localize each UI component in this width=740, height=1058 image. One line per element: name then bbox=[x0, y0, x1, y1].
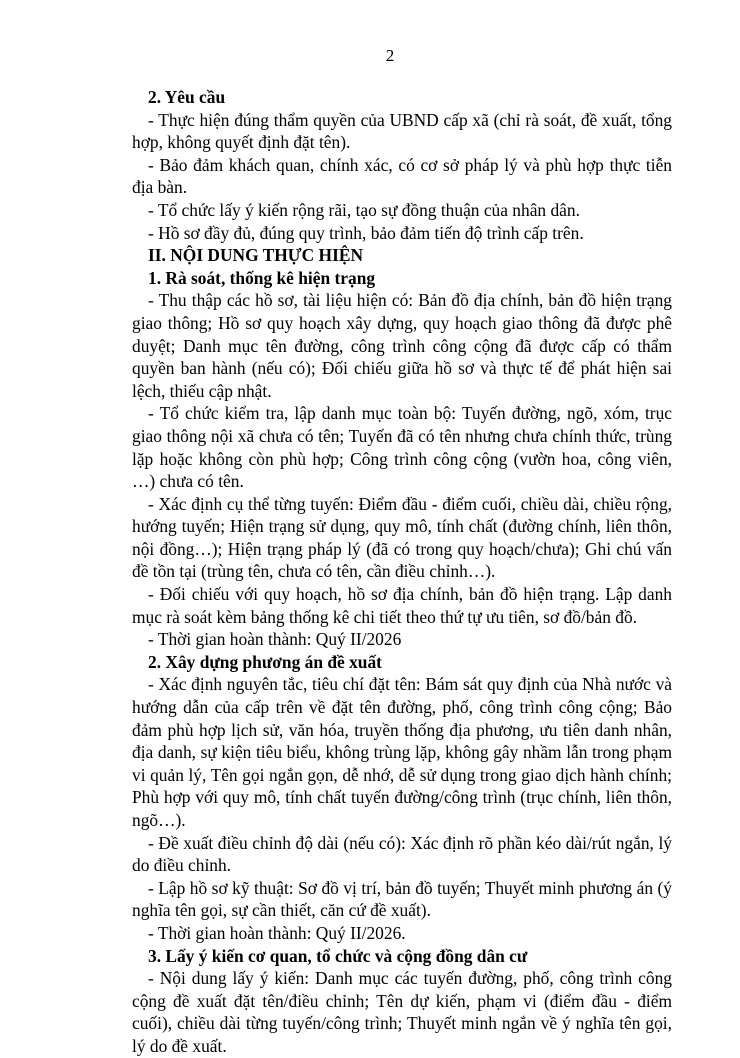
section-3-item: - Nội dung lấy ý kiến: Danh mục các tuyến đường, phố, công trình công cộng đề xuất đặt tên/điều chỉnh; Tên dự kiến, phạm vi (điểm đầu - điểm cuối), chiều dài từng tuyến/công trình; Thuyết minh ngắn về ý nghĩa tên gọi, lý do đề xuất. bbox=[132, 968, 672, 1056]
section-2-item: - Xác định nguyên tắc, tiêu chí đặt tên: Bám sát quy định của Nhà nước và hướng dẫn của cấp trên về đặt tên đường, phố, công trình công cộng; Bảo đảm phù hợp lịch sử, văn hóa, truyền thống địa phương, ưu tiên danh nhân, địa danh, sự kiện tiêu biểu, không trùng lặp, không gây nhầm lẫn trong phạm vi quản lý, Tên gọi ngắn gọn, dễ nhớ, dễ sử dụng trong giao dịch hành chính; Phù hợp với quy mô, tính chất tuyến đường/công trình (trục chính, liên thôn, ngõ…). bbox=[132, 674, 672, 830]
section-2-item: - Lập hồ sơ kỹ thuật: Sơ đồ vị trí, bản đồ tuyến; Thuyết minh phương án (ý nghĩa tên gọi, sự cần thiết, căn cứ đề xuất). bbox=[132, 877, 672, 921]
requirement-item: - Tổ chức lấy ý kiến rộng rãi, tạo sự đồng thuận của nhân dân. bbox=[148, 199, 580, 220]
section-2-item: - Đề xuất điều chỉnh độ dài (nếu có): Xác định rõ phần kéo dài/rút ngắn, lý do điều chỉnh. bbox=[132, 832, 672, 876]
requirement-item: - Bảo đảm khách quan, chính xác, có cơ sở pháp lý và phù hợp thực tiễn địa bàn. bbox=[132, 154, 672, 198]
requirement-item: - Hồ sơ đầy đủ, đúng quy trình, bảo đảm tiến độ trình cấp trên. bbox=[148, 222, 584, 243]
requirement-item: - Thực hiện đúng thẩm quyền của UBND cấp xã (chỉ rà soát, đề xuất, tổng hợp, không quyết định đặt tên). bbox=[132, 109, 672, 153]
section-1-item: - Xác định cụ thể từng tuyến: Điểm đầu - điểm cuối, chiều dài, chiều rộng, hướng tuyến; Hiện trạng sử dụng, quy mô, tính chất (đường chính, liên thôn, nội đồng…); Hiện trạng pháp lý (đã có trong quy hoạch/chưa); Ghi chú vấn đề tồn tại (trùng tên, chưa có tên, cần điều chỉnh…). bbox=[132, 493, 672, 582]
section-1-item: - Thu thập các hồ sơ, tài liệu hiện có: Bản đồ địa chính, bản đồ hiện trạng giao thông; Hồ sơ quy hoạch xây dựng, quy hoạch giao thông đã được phê duyệt; Danh mục tên đường, công trình công cộng đã được cấp có thẩm quyền ban hành (nếu có); Đối chiếu giữa hồ sơ và thực tế để phát hiện sai lệch, thiếu cập nhật. bbox=[132, 290, 672, 401]
section-2-item: - Thời gian hoàn thành: Quý II/2026. bbox=[148, 922, 406, 943]
requirements-heading: 2. Yêu cầu bbox=[148, 87, 226, 107]
section-1-item: - Tổ chức kiểm tra, lập danh mục toàn bộ: Tuyến đường, ngõ, xóm, trục giao thông nội xã chưa có tên; Tuyến đã có tên nhưng chưa chính thức, trùng lặp hoặc không còn phù hợp; Công trình công cộng (vườn hoa, công viên, …) chưa có tên. bbox=[132, 403, 672, 492]
page-number: 2 bbox=[385, 46, 395, 65]
section-2-heading: 2. Xây dựng phương án đề xuất bbox=[148, 651, 382, 672]
section-1-heading: 1. Rà soát, thống kê hiện trạng bbox=[148, 267, 376, 288]
section-1-item: - Thời gian hoàn thành: Quý II/2026 bbox=[148, 629, 402, 650]
section-1-item: - Đối chiếu với quy hoạch, hồ sơ địa chính, bản đồ hiện trạng. Lập danh mục rà soát kèm bảng thống kê chi tiết theo thứ tự ưu tiên, sơ đồ/bản đồ. bbox=[132, 584, 672, 627]
section-3-heading: 3. Lấy ý kiến cơ quan, tổ chức và cộng đồng dân cư bbox=[148, 945, 528, 966]
document-body bbox=[132, 86, 672, 1058]
part-two-heading: II. NỘI DUNG THỰC HIỆN bbox=[148, 245, 363, 266]
